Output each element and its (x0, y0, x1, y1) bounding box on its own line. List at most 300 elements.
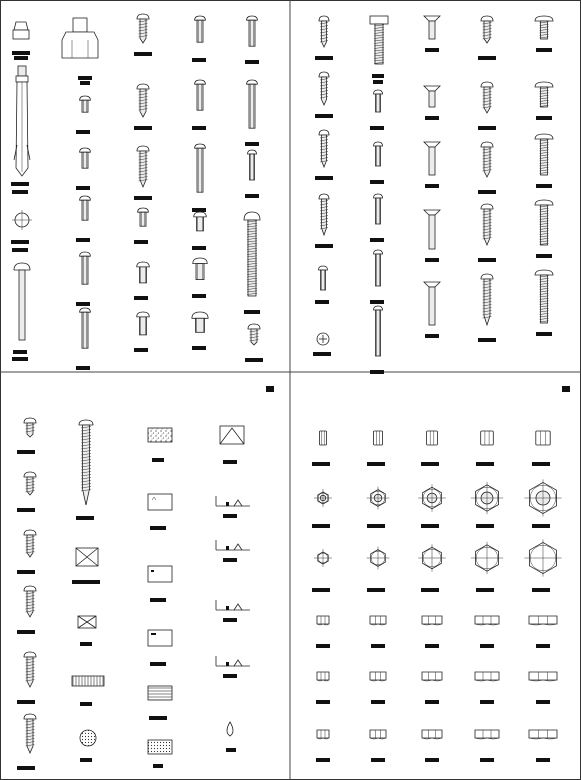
nut-top-view (524, 539, 561, 576)
screw-head (247, 80, 258, 84)
screw-shank (140, 212, 146, 226)
phillips-head-top-view (317, 333, 329, 345)
countersunk-screw (424, 210, 440, 249)
nut-body (481, 431, 494, 445)
panel-outline (148, 566, 172, 582)
tapping-screw (319, 72, 329, 105)
nut-front-view (317, 730, 329, 739)
tapping-screw (79, 420, 93, 505)
screw-head (137, 262, 150, 267)
symbol-caption-block (76, 238, 90, 242)
countersunk-head (424, 210, 440, 215)
panel-tick (151, 570, 154, 572)
symbol-caption-block (78, 76, 92, 80)
panel-badge (562, 386, 570, 392)
screw-shank (197, 84, 203, 110)
symbol-caption-block (76, 302, 90, 306)
symbol-caption-block (80, 758, 92, 762)
panel-screw-elevations (313, 16, 553, 374)
symbol-caption-block (536, 332, 552, 336)
tapping-screw (481, 16, 493, 43)
symbol-caption-block (373, 80, 383, 84)
symbol-caption-block (245, 60, 259, 64)
screw-head (24, 714, 36, 719)
hex-head (370, 16, 388, 24)
symbol-caption-block (370, 238, 384, 242)
bolt-body (541, 139, 548, 175)
symbol-caption-block (315, 114, 333, 118)
countersunk-head (424, 282, 440, 287)
screw-shank (376, 310, 381, 356)
threaded-shank (484, 87, 490, 113)
countersunk-screw (424, 142, 440, 175)
symbol-caption-block (425, 258, 439, 262)
symbol-caption-block (76, 130, 90, 134)
nut-front-view (529, 616, 557, 625)
threaded-machine-screw (535, 82, 553, 87)
weld-mark (226, 546, 229, 550)
symbol-caption-block (312, 524, 330, 528)
symbol-caption-block (192, 246, 206, 250)
symbol-caption-block (536, 254, 552, 258)
threaded-machine-screw (535, 16, 553, 21)
symbol-caption-block (244, 310, 260, 314)
weld-mark (226, 606, 229, 610)
nut-front-view (475, 730, 499, 739)
drop-outline (227, 722, 233, 736)
weld-triangle (234, 660, 242, 666)
symbol-caption-block (367, 588, 385, 592)
screw-head (195, 80, 206, 84)
screw-shank (376, 146, 381, 166)
screw-head (319, 72, 329, 77)
symbol-caption-block (480, 644, 494, 648)
symbol-caption-block (192, 294, 206, 298)
symbol-caption-block (134, 240, 148, 244)
pan-head-screw (80, 252, 91, 284)
screw-head (374, 194, 383, 198)
stud (73, 18, 87, 32)
symbol-caption-block (12, 190, 28, 194)
screw-head (138, 208, 149, 212)
nut-body (422, 672, 442, 680)
tapping-screw (319, 130, 329, 167)
nut-body (370, 730, 386, 738)
symbol-caption-block (76, 516, 94, 520)
hex-head-bolt (370, 16, 388, 24)
symbol-caption-block (316, 758, 330, 762)
symbol-caption-block (223, 558, 237, 562)
nut-body (536, 431, 550, 445)
tapping-screw (137, 14, 149, 43)
screw-shank (82, 256, 88, 284)
symbol-caption-block (17, 630, 35, 634)
weld-symbol-d (216, 656, 250, 666)
triangle-box-symbol (220, 426, 244, 444)
screw-head (319, 16, 329, 21)
symbol-caption-block (80, 81, 90, 85)
nut-side-view (427, 431, 438, 445)
tapping-screw (137, 146, 149, 187)
symbol-caption-block (76, 366, 90, 370)
panel-tapping-screws-and-hatches (17, 386, 274, 770)
screw-shank (429, 287, 435, 325)
symbol-caption-block (370, 180, 384, 184)
nut-top-view (471, 542, 503, 574)
nut-top-view (524, 479, 561, 516)
nut-front-view (475, 672, 499, 681)
drop-symbol (227, 722, 233, 736)
bolt-shank (19, 270, 25, 340)
screw-shank (429, 21, 435, 39)
pan-head-screw (193, 258, 207, 280)
nut-top-view (471, 482, 503, 514)
symbol-caption-block (371, 700, 385, 704)
symbol-caption-block (152, 458, 164, 462)
tapping-screw (24, 530, 36, 557)
symbol-caption-block (223, 674, 237, 678)
symbol-caption-block (223, 618, 237, 622)
symbol-caption-block (245, 358, 263, 362)
screw-shank (429, 147, 435, 175)
countersunk-head (424, 16, 440, 21)
symbol-caption-block (476, 462, 494, 466)
threaded-stud (244, 212, 260, 220)
tapping-screw (24, 472, 36, 495)
plain-panel-symbol (148, 630, 172, 646)
countersunk-screw (424, 16, 440, 39)
symbol-caption-block (532, 588, 550, 592)
panel-outline (148, 630, 172, 646)
bolt-body (541, 87, 548, 107)
symbol-caption-block (367, 462, 385, 466)
symbol-caption-block (478, 258, 496, 262)
symbol-caption-block (245, 142, 259, 146)
symbol-caption-block (17, 700, 35, 704)
screw-head (24, 418, 36, 423)
symbol-caption-block (150, 526, 166, 530)
nut-body (475, 616, 499, 624)
symbol-caption-block (17, 450, 35, 454)
nut-front-view (422, 672, 442, 681)
nut-top-view (367, 547, 390, 570)
symbol-caption-block (134, 126, 152, 130)
nut-crown (14, 22, 28, 30)
countersunk-head (424, 86, 440, 91)
symbol-caption-block (315, 56, 333, 60)
tapping-screw (319, 194, 329, 235)
symbol-caption-block (223, 460, 237, 464)
pan-head-screw (374, 90, 383, 112)
tapping-screw (24, 418, 36, 437)
plain-panel-symbol (148, 566, 172, 582)
symbol-caption-block (76, 186, 90, 190)
pan-head-screw (374, 194, 383, 224)
threaded-bolt (540, 205, 549, 245)
threaded-bolt (540, 87, 549, 107)
symbol-caption-block (421, 588, 439, 592)
screw-head (481, 204, 493, 209)
tapping-screw (24, 714, 36, 753)
symbol-caption-block (245, 194, 259, 198)
threaded-machine-screw (535, 134, 553, 139)
pan-head-screw (137, 262, 150, 283)
screw-head (24, 530, 36, 535)
nut-body (422, 616, 442, 624)
screw-head (374, 306, 383, 310)
symbol-caption-block (536, 700, 550, 704)
pan-head-screw (192, 312, 208, 332)
symbol-caption-block (478, 56, 496, 60)
symbol-caption-block (536, 116, 552, 120)
threaded-shank (27, 591, 33, 617)
screw-shank (249, 20, 255, 46)
threaded-shank (27, 657, 33, 687)
panel-screw-and-anchor-elevations (11, 14, 263, 370)
dotted-circle-swatch (80, 730, 96, 746)
screw-shank (429, 215, 435, 249)
tapping-screw (319, 16, 329, 47)
screw-head (193, 258, 207, 264)
nut-body (422, 730, 442, 738)
symbol-caption-block (134, 52, 152, 56)
symbol-caption-block (421, 462, 439, 466)
symbol-caption-block (17, 766, 35, 770)
screw-head (535, 16, 553, 21)
screw-head (374, 90, 383, 94)
screw-head (80, 308, 91, 312)
screw-shank (321, 270, 326, 290)
tapping-screw (24, 586, 36, 617)
screw-head (24, 652, 36, 657)
screw-head (194, 212, 207, 217)
symbol-caption-block (192, 208, 206, 212)
panel-outline (148, 494, 172, 510)
panel-tick (151, 633, 156, 635)
nut-top-view (418, 484, 446, 512)
symbol-caption-block (11, 182, 29, 186)
threaded-bolt (540, 275, 549, 323)
screw-head (319, 194, 329, 199)
symbol-caption-block (72, 580, 100, 584)
symbol-caption-block (313, 352, 331, 356)
screw-head (137, 84, 149, 89)
screw-head (137, 14, 149, 19)
tapping-screw (481, 142, 493, 177)
symbol-caption-block (478, 190, 496, 194)
expansion-anchor (14, 66, 30, 176)
pan-head-screw (374, 250, 383, 286)
screw-head (248, 324, 260, 329)
bolt-head (14, 263, 30, 270)
pan-head-screw (194, 212, 207, 231)
symbol-caption-block (80, 642, 92, 646)
screw-shank (82, 152, 88, 168)
symbol-caption-block (312, 588, 330, 592)
pan-head-screw (248, 150, 257, 180)
threaded-shank (484, 147, 490, 177)
weld-mark (226, 502, 229, 506)
screw-shank (82, 100, 88, 112)
nut-body (475, 730, 499, 738)
long-machine-bolt (14, 263, 30, 340)
nut-body (374, 431, 383, 445)
symbol-caption-block (425, 48, 439, 52)
symbol-caption-block (370, 370, 384, 374)
symbol-caption-block (371, 644, 385, 648)
symbol-caption-block (315, 300, 329, 304)
symbol-caption-block (12, 357, 28, 361)
centre-target-symbol (12, 210, 32, 230)
nut-front-view (475, 616, 499, 625)
nut-body (317, 672, 329, 680)
symbol-caption-block (13, 350, 27, 354)
screw-head (247, 16, 258, 20)
symbol-caption-block (476, 588, 494, 592)
screw-head (192, 312, 208, 318)
symbol-caption-block (153, 764, 163, 768)
symbol-caption-block (316, 644, 330, 648)
pan-head-screw (80, 148, 91, 168)
symbol-caption-block (11, 240, 29, 244)
horizontal-hatch-swatch (148, 686, 172, 700)
countersunk-screw (424, 86, 440, 107)
pan-head-screw (80, 308, 91, 348)
panel-badge (266, 386, 274, 392)
screw-shank (376, 198, 381, 224)
symbol-caption-block (223, 514, 237, 518)
screw-head (79, 420, 93, 425)
screw-head (80, 196, 91, 200)
screw-head (535, 200, 553, 205)
pan-head-screw (195, 16, 206, 42)
small-void-box-symbol (78, 616, 96, 628)
symbol-caption-block (312, 462, 330, 466)
symbol-caption-block (80, 702, 92, 706)
nut-body (370, 616, 386, 624)
screw-head (319, 130, 329, 135)
symbol-caption-block (134, 196, 152, 200)
screw-head (319, 266, 328, 270)
screw-head (248, 150, 257, 154)
symbol-caption-block (536, 184, 552, 188)
symbol-caption-block (17, 570, 35, 574)
pan-head-screw (319, 266, 328, 290)
symbol-caption-block (150, 662, 166, 666)
symbol-caption-block (12, 51, 30, 55)
nut-side-view (481, 431, 494, 445)
symbol-caption-block (532, 524, 550, 528)
threaded-shank (322, 21, 327, 47)
void-box-symbol (76, 548, 98, 566)
nut-body (427, 431, 438, 445)
symbol-caption-block (14, 56, 28, 60)
symbol-caption-block (421, 524, 439, 528)
symbol-caption-block (425, 644, 439, 648)
symbol-caption-block (480, 700, 494, 704)
symbol-caption-block (425, 334, 439, 338)
symbol-caption-block (192, 346, 206, 350)
dotted-hatch-swatch (148, 740, 172, 754)
symbol-caption-block (150, 598, 166, 602)
screw-shank (197, 148, 203, 192)
nut-body (317, 730, 329, 738)
anchor-head (18, 66, 26, 76)
screw-head (80, 148, 91, 152)
pan-head-screw (247, 80, 258, 128)
symbol-caption-block (134, 296, 148, 300)
nut-front-view (529, 672, 557, 681)
nut-front-view (317, 616, 329, 625)
threaded-machine-screw (535, 200, 553, 205)
pan-head-screw (80, 96, 91, 112)
nut-front-view (422, 730, 442, 739)
weld-symbol-b (216, 540, 250, 550)
symbol-caption-block (476, 524, 494, 528)
nut-body (319, 431, 326, 445)
tapping-screw (248, 324, 260, 345)
tapping-screw (481, 82, 493, 113)
symbol-caption-block (372, 74, 384, 78)
nut-top-view (418, 544, 446, 572)
symbol-caption-block (370, 126, 384, 130)
pan-head-screw (138, 208, 149, 226)
symbol-caption-block (536, 758, 550, 762)
vertical-hatch-swatch (72, 676, 104, 686)
threaded-bolt (540, 139, 549, 175)
nut-top-view (314, 549, 332, 567)
screw-shank (249, 84, 255, 128)
screw-head (481, 16, 493, 21)
symbol-caption-block (149, 716, 167, 720)
symbol-caption-block (425, 700, 439, 704)
nut-front-view (529, 730, 557, 739)
tapping-screw (137, 84, 149, 117)
symbol-caption-block (371, 758, 385, 762)
weld-mark (226, 662, 229, 666)
weld-symbol-c (216, 600, 250, 610)
symbol-caption-block (192, 126, 206, 130)
plain-panel-symbol (148, 494, 172, 510)
pan-head-screw (137, 312, 150, 335)
symbol-caption-block (536, 48, 552, 52)
weld-triangle (234, 500, 242, 506)
screw-shank (82, 312, 88, 348)
nut-side-view (374, 431, 383, 445)
symbol-caption-block (192, 58, 206, 62)
symbol-caption-block (316, 700, 330, 704)
screw-head (137, 146, 149, 151)
screw-shank (82, 200, 88, 220)
tapping-screw (24, 652, 36, 687)
symbol-caption-block (532, 462, 550, 466)
screw-shank (376, 94, 381, 112)
nut-front-view (317, 672, 329, 681)
nut-top-view (367, 487, 390, 510)
stud-head (244, 212, 260, 220)
symbol-caption-block (425, 116, 439, 120)
screw-head (481, 274, 493, 279)
screw-head (481, 142, 493, 147)
pan-head-screw (374, 306, 383, 356)
nut-side-view (536, 431, 550, 445)
screw-shank (429, 91, 435, 107)
nut-body (62, 32, 98, 58)
box-outline (220, 426, 244, 444)
pan-head-screw (247, 16, 258, 46)
pan-head-screw (374, 142, 383, 166)
symbol-caption-block (478, 126, 496, 130)
